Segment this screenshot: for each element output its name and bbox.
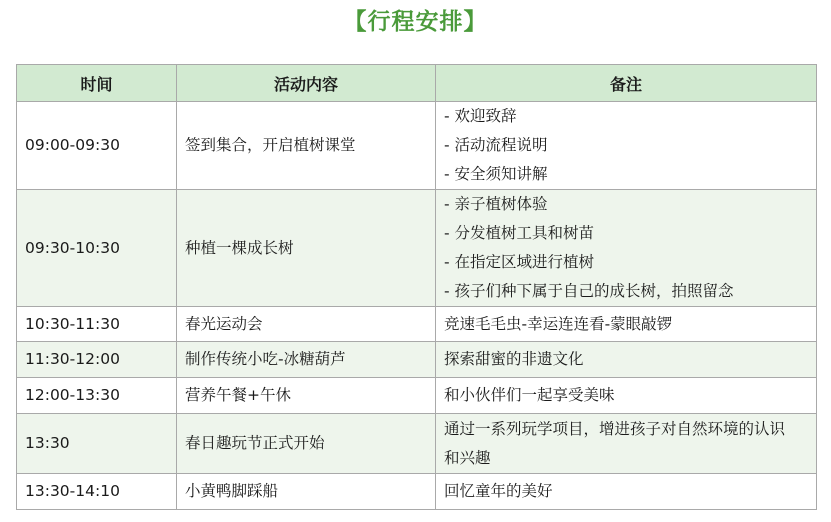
activity-cell: 春日趣玩节正式开始 bbox=[177, 414, 436, 474]
time-cell: 13:30 bbox=[17, 414, 177, 474]
time-cell: 11:30-12:00 bbox=[17, 342, 177, 378]
activity-cell: 签到集合，开启植树课堂 bbox=[177, 102, 436, 190]
note-line: - 安全须知讲解 bbox=[444, 165, 548, 183]
header-notes: 备注 bbox=[436, 65, 817, 102]
table-row bbox=[17, 342, 817, 378]
activity-cell: 小黄鸭脚踩船 bbox=[177, 474, 436, 510]
activity-cell: 制作传统小吃-冰糖葫芦 bbox=[177, 342, 436, 378]
note-line: - 欢迎致辞 bbox=[444, 107, 517, 125]
time-cell: 12:00-13:30 bbox=[17, 378, 177, 414]
note-line: 回忆童年的美好 bbox=[444, 482, 553, 500]
notes-cell bbox=[436, 342, 817, 378]
table-row bbox=[17, 474, 817, 510]
notes-cell bbox=[436, 414, 817, 474]
header-activity: 活动内容 bbox=[177, 65, 436, 102]
note-line: 通过一系列玩学项目，增进孩子对自然环境的认识 bbox=[444, 419, 786, 438]
table-row bbox=[17, 102, 817, 190]
notes-cell bbox=[436, 474, 817, 510]
activity-cell: 营养午餐+午休 bbox=[177, 378, 436, 414]
time-cell: 10:30-11:30 bbox=[17, 307, 177, 342]
page-title: 【行程安排】 bbox=[343, 9, 488, 35]
notes-cell bbox=[436, 307, 817, 342]
table-row bbox=[17, 190, 817, 307]
table-row bbox=[17, 378, 817, 414]
note-line: 竞速毛毛虫-幸运连连看-蒙眼敲锣 bbox=[444, 314, 673, 333]
time-cell: 09:00-09:30 bbox=[17, 102, 177, 190]
table-header-row bbox=[17, 65, 817, 102]
notes-cell bbox=[436, 190, 817, 307]
note-line: - 孩子们种下属于自己的成长树，拍照留念 bbox=[444, 282, 734, 300]
time-cell: 09:30-10:30 bbox=[17, 190, 177, 307]
table-row bbox=[17, 414, 817, 474]
note-line: - 在指定区域进行植树 bbox=[444, 253, 595, 271]
note-line: - 活动流程说明 bbox=[444, 136, 548, 154]
activity-cell: 春光运动会 bbox=[177, 307, 436, 342]
header-time: 时间 bbox=[17, 65, 177, 102]
notes-cell bbox=[436, 378, 817, 414]
activity-cell: 种植一棵成长树 bbox=[177, 190, 436, 307]
note-line: 和兴趣 bbox=[444, 448, 491, 467]
note-line: - 亲子植树体验 bbox=[444, 195, 548, 213]
time-cell: 13:30-14:10 bbox=[17, 474, 177, 510]
note-line: - 分发植树工具和树苗 bbox=[444, 224, 595, 242]
note-line: 探索甜蜜的非遗文化 bbox=[444, 350, 584, 368]
schedule-table bbox=[16, 64, 817, 510]
note-line: 和小伙伴们一起享受美味 bbox=[444, 386, 615, 404]
notes-cell bbox=[436, 102, 817, 190]
table-row bbox=[17, 307, 817, 342]
